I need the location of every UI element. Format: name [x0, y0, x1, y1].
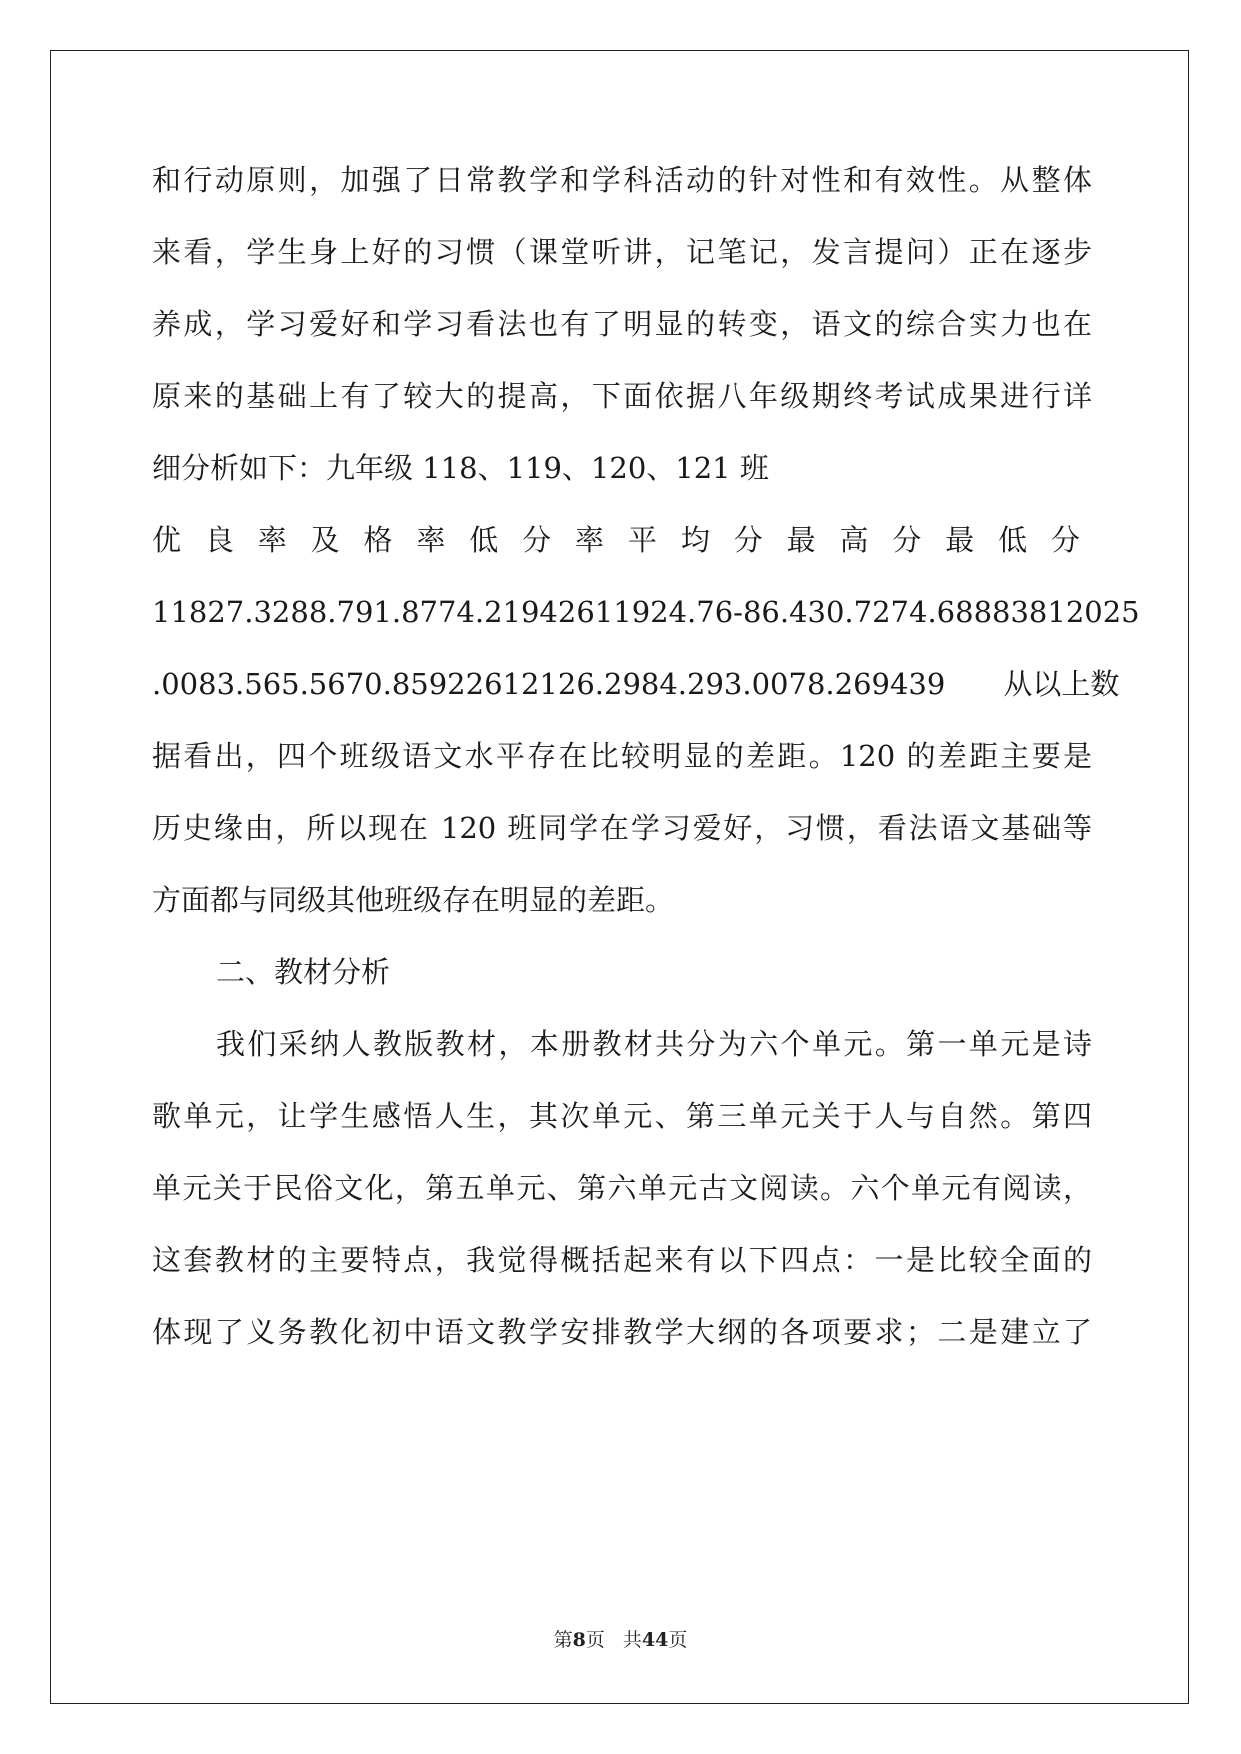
total-prefix: 共 — [622, 1629, 642, 1651]
total-pages: 44 — [641, 1629, 669, 1651]
text-line: 单元关于民俗文化，第五单元、第六单元古文阅读。六个单元有阅读， — [152, 1171, 1092, 1205]
text-line: 据看出，四个班级语文水平存在比较明显的差距。120 的差距主要是 — [152, 739, 1092, 773]
page-suffix: 页 — [585, 1629, 605, 1651]
text-line: 体现了义务教化初中语文教学安排教学大纲的各项要求；二是建立了 — [152, 1315, 1092, 1349]
page-footer — [0, 1628, 1241, 1652]
text-line: 和行动原则，加强了日常教学和学科活动的针对性和有效性。从整体 — [152, 163, 1092, 197]
page-prefix: 第 — [553, 1629, 573, 1651]
text-line: 方面都与同级其他班级存在明显的差距。 — [152, 883, 675, 917]
text-line: 这套教材的主要特点，我觉得概括起来有以下四点：一是比较全面的 — [152, 1243, 1092, 1277]
text-line: 我们采纳人教版教材，本册教材共分为六个单元。第一单元是诗 — [216, 1027, 1092, 1061]
text-line: 来看，学生身上好的习惯（课堂听讲，记笔记，发言提问）正在逐步 — [152, 235, 1092, 269]
total-suffix: 页 — [668, 1629, 688, 1651]
table-header-line: 优 良 率 及 格 率 低 分 率 平 均 分 最 高 分 最 低 分 — [152, 523, 1080, 557]
section-heading: 二、教材分析 — [216, 955, 391, 989]
text-line: 历史缘由，所以现在 120 班同学在学习爱好，习惯，看法语文基础等 — [152, 811, 1092, 845]
text-line: 歌单元，让学生感悟人生，其次单元、第三单元关于人与自然。第四 — [152, 1099, 1092, 1133]
data-line: .0083.565.5670.85922612126.2984.293.0078.269439 从以上数 — [152, 667, 1120, 701]
page-number: 8 — [572, 1629, 586, 1651]
page-border — [50, 50, 1189, 1704]
data-line: 11827.3288.791.8774.21942611924.76-86.430.7274.68883812025 — [152, 595, 1140, 629]
text-line: 原来的基础上有了较大的提高，下面依据八年级期终考试成果进行详 — [152, 379, 1092, 413]
text-line: 细分析如下：九年级 118、119、120、121 班 — [152, 451, 769, 485]
text-line: 养成，学习爱好和学习看法也有了明显的转变，语文的综合实力也在 — [152, 307, 1092, 341]
